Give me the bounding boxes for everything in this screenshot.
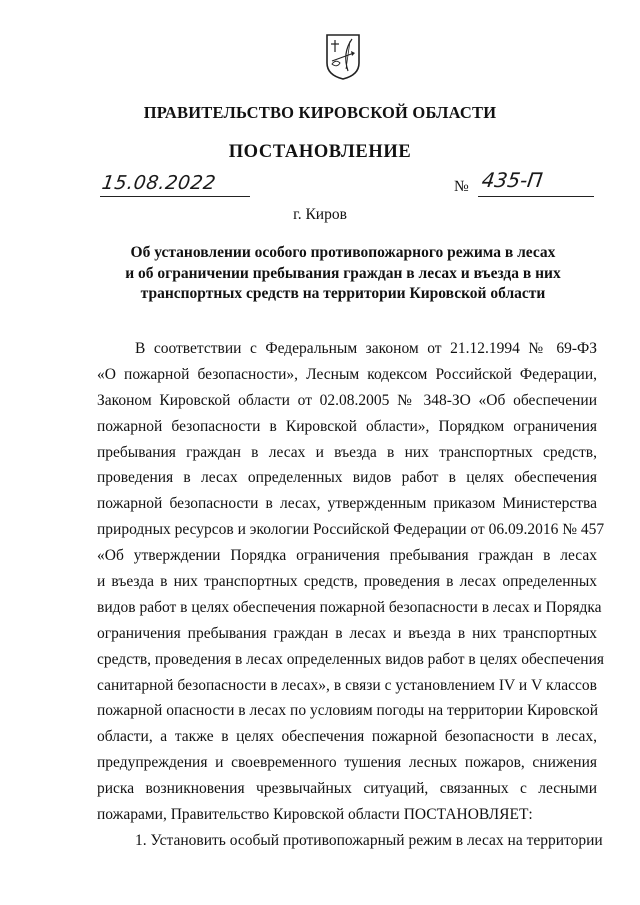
body-line: риска возникновения чрезвычайных ситуаций, связанных с лесными [97,780,597,798]
body-line: пожарной опасности в лесах по условиям погоды на территории Кировской [97,702,599,720]
city: г. Киров [293,206,347,223]
body-line: В соответствии с Федеральным законом от 21.12.1994 № 69-ФЗ [135,340,597,357]
body-line: видов работ в целях обеспечения пожарной безопасности в лесах и Порядка [97,598,602,616]
body-line: 1. Установить особый противопожарный режим в лесах на территории [135,831,603,849]
body-line: ограничения пребывания граждан в лесах и въезда в них транспортных [97,624,597,642]
document-type: ПОСТАНОВЛЕНИЕ [228,142,412,162]
body-line: средств, проведения в лесах определенных видов работ в целях обеспечения [97,650,604,668]
body-line: пребывания граждан в лесах и въезда в них транспортных средств, [97,443,597,461]
body-line: пожарной безопасности в Кировской области», Порядком ограничения [97,417,597,435]
title-line: Об установлении особого противопожарного режима в лесах [130,244,556,261]
body-line: «О пожарной безопасности», Лесным кодексом Российской Федерации, [97,365,597,383]
coat-of-arms-icon [324,33,362,81]
document-body [97,336,605,854]
body-line: санитарной безопасности в лесах», в связи с установлением IV и V классов [97,676,597,694]
title-line: и об ограничении пребывания граждан в лесах и въезда в них [125,264,561,282]
government-name: ПРАВИТЕЛЬСТВО КИРОВСКОЙ ОБЛАСТИ [143,103,497,122]
body-line: пожарной безопасности в лесах, утвержденным приказом Министерства [97,495,597,513]
document-date: 15.08.2022 [100,172,218,194]
number-underline [478,196,594,197]
body-line: области, а также в целях обеспечения пожарной безопасности в лесах, [97,728,597,746]
document-number: 435-П [480,168,545,192]
body-line: пожарами, Правительство Кировской области ПОСТАНОВЛЯЕТ: [97,806,533,824]
body-line: «Об утверждении Порядка ограничения пребывания граждан в лесах [97,547,597,565]
document-title [100,243,586,305]
body-line: и въезда в них транспортных средств, проведения в лесах определенных [97,573,597,591]
body-line: предупреждения и своевременного тушения лесных пожаров, снижения [97,754,597,772]
body-line: природных ресурсов и экологии Российской Федерации от 06.09.2016 № 457 [97,521,605,539]
date-underline [100,196,250,197]
body-line: проведения в лесах определенных видов работ в целях обеспечения [97,469,597,487]
body-line: Законом Кировской области от 02.08.2005 № 348-ЗО «Об обеспечении [97,391,597,409]
number-label: № [454,178,469,195]
title-line: транспортных средств на территории Кировской области [140,285,546,302]
